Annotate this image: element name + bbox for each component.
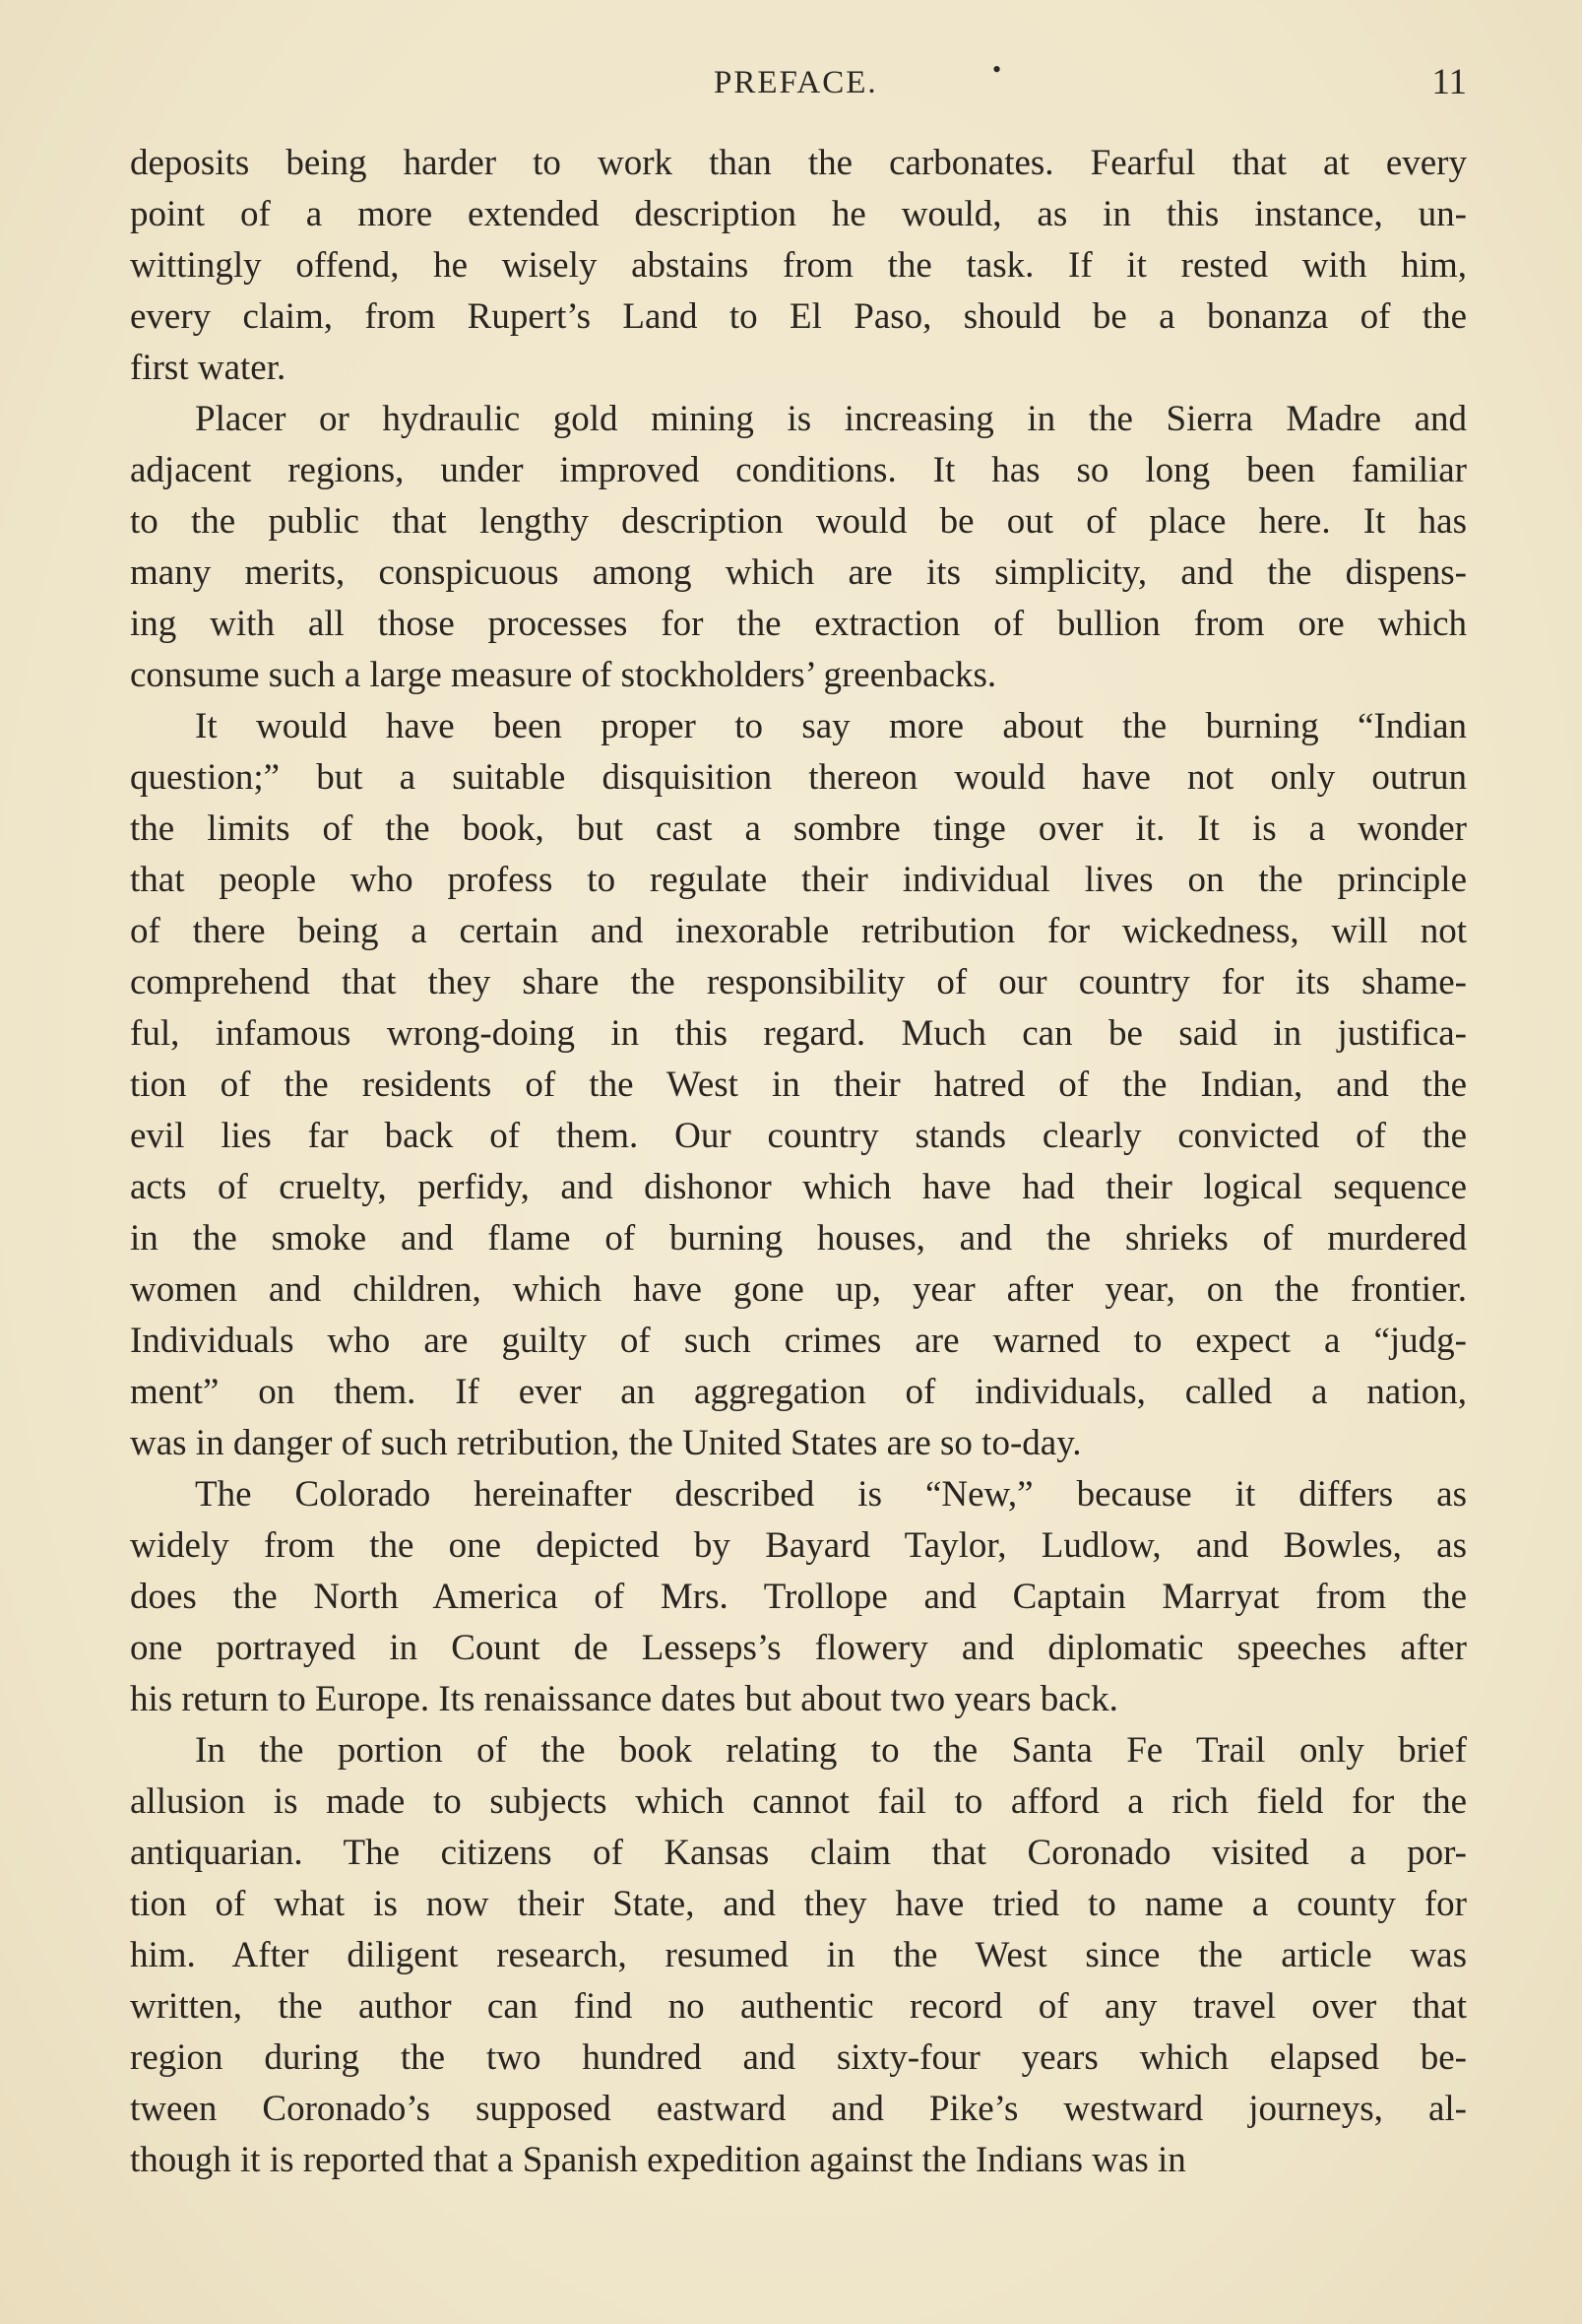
text-line: In the portion of the book relating to the Santa Fe Trail only brief [195,1730,1467,1771]
text-line: question;” but a suitable disquisition thereon would have not only outrun [130,757,1467,798]
text-line: point of a more extended description he would, as in this instance, un- [130,194,1467,234]
paragraph [130,701,1467,1469]
body-text [130,138,1467,2186]
text-line: that people who profess to regulate their individual lives on the principle [130,860,1467,900]
text-line: written, the author can find no authentic record of any travel over that [130,1986,1467,2027]
text-line: ing with all those processes for the extraction of bullion from ore which [130,604,1467,644]
text-line: every claim, from Rupert’s Land to El Paso, should be a bonanza of the [130,296,1467,337]
page-header [130,55,1467,110]
paragraph [130,1469,1467,1725]
text-line: adjacent regions, under improved conditions. It has so long been familiar [130,450,1467,490]
text-line: him. After diligent research, resumed in the West since the article was [130,1935,1467,1975]
paragraph [130,394,1467,701]
text-line: Placer or hydraulic gold mining is increasing in the Sierra Madre and [195,399,1467,439]
text-line: It would have been proper to say more about the burning “Indian [195,706,1467,746]
text-line: region during the two hundred and sixty-four years which elapsed be- [130,2037,1467,2078]
text-line: tween Coronado’s supposed eastward and Pike’s westward journeys, al- [130,2089,1467,2129]
text-line: first water. [130,348,286,388]
text-line: The Colorado hereinafter described is “New,” because it differs as [195,1474,1467,1515]
page-number: 11 [1431,62,1467,102]
paragraph [130,1725,1467,2186]
text-line: deposits being harder to work than the carbonates. Fearful that at every [130,143,1467,183]
text-line: consume such a large measure of stockholders’ greenbacks. [130,655,997,695]
text-line: allusion is made to subjects which cannot fail to afford a rich field for the [130,1781,1467,1822]
text-line: the limits of the book, but cast a sombre tinge over it. It is a wonder [130,808,1467,849]
running-head: PREFACE. [714,65,878,100]
text-line: women and children, which have gone up, year after year, on the frontier. [130,1269,1467,1310]
text-line: wittingly offend, he wisely abstains from the task. If it rested with him, [130,245,1467,286]
text-line: comprehend that they share the responsibility of our country for its shame- [130,962,1467,1002]
printer-mark: • [992,55,1002,84]
text-line: was in danger of such retribution, the United States are so to-day. [130,1423,1082,1463]
text-line: evil lies far back of them. Our country stands clearly convicted of the [130,1116,1467,1156]
text-line: one portrayed in Count de Lesseps’s flowery and diplomatic speeches after [130,1628,1467,1668]
text-line: widely from the one depicted by Bayard Taylor, Ludlow, and Bowles, as [130,1525,1467,1566]
text-line: Individuals who are guilty of such crimes are warned to expect a “judg- [130,1321,1467,1361]
text-line: antiquarian. The citizens of Kansas claim that Coronado visited a por- [130,1833,1467,1873]
text-line: of there being a certain and inexorable retribution for wickedness, will not [130,911,1467,951]
text-line: acts of cruelty, perfidy, and dishonor which have had their logical sequence [130,1167,1467,1207]
text-line: though it is reported that a Spanish expedition against the Indians was in [130,2140,1186,2180]
text-line: many merits, conspicuous among which are its simplicity, and the dispens- [130,552,1467,593]
text-line: his return to Europe. Its renaissance dates but about two years back. [130,1679,1118,1719]
paragraph [130,138,1467,394]
text-line: ful, infamous wrong-doing in this regard. Much can be said in justifica- [130,1013,1467,1054]
text-line: tion of what is now their State, and they have tried to name a county for [130,1884,1467,1924]
text-line: to the public that lengthy description would be out of place here. It has [130,501,1467,542]
text-line: does the North America of Mrs. Trollope and Captain Marryat from the [130,1577,1467,1617]
text-line: tion of the residents of the West in their hatred of the Indian, and the [130,1065,1467,1105]
text-line: in the smoke and flame of burning houses, and the shrieks of murdered [130,1218,1467,1259]
text-line: ment” on them. If ever an aggregation of individuals, called a nation, [130,1372,1467,1412]
